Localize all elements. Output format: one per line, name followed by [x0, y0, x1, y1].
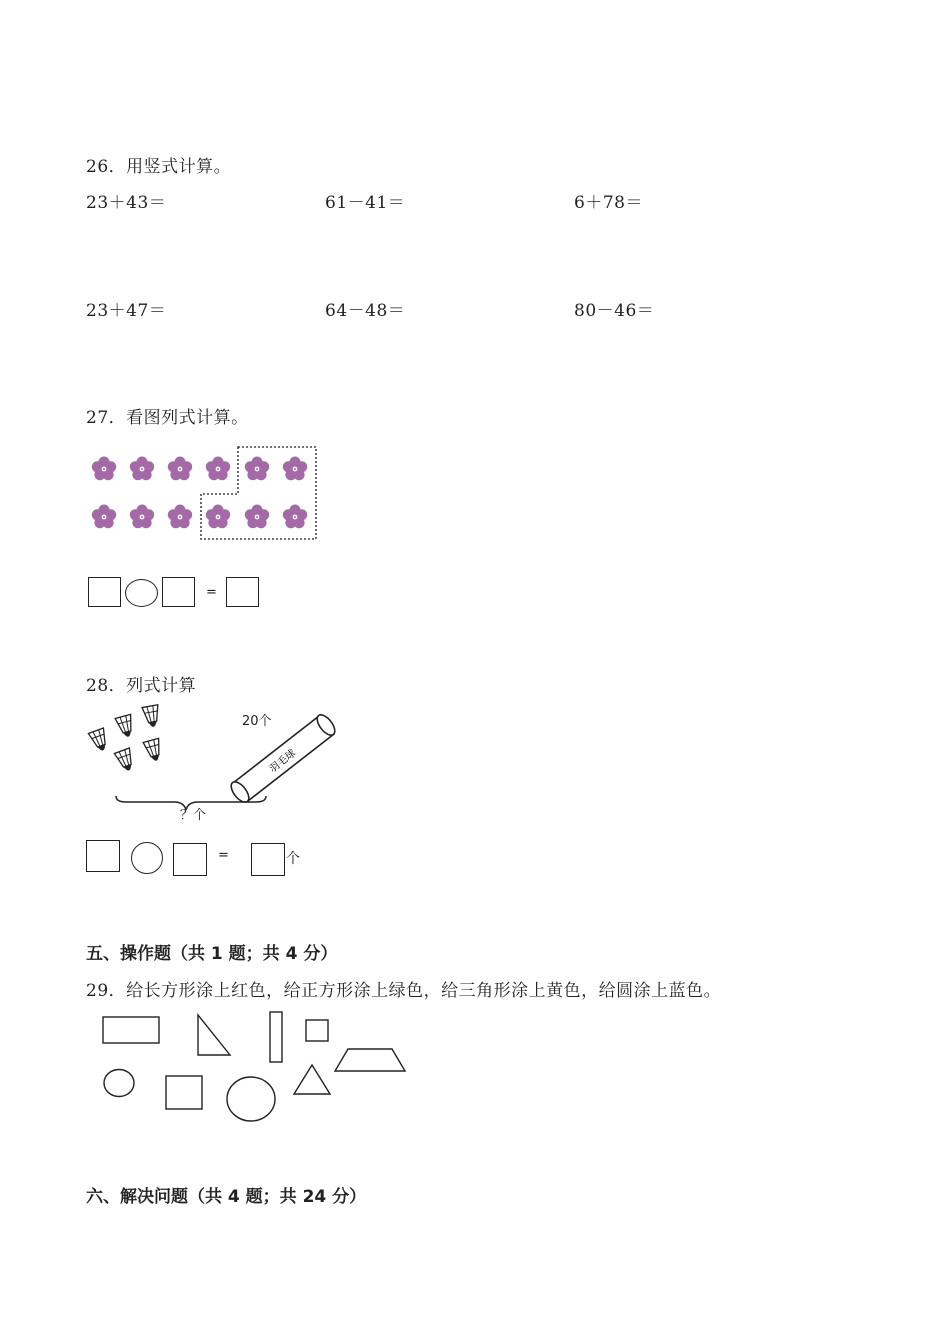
shuttlecock-icon	[88, 728, 110, 753]
flower-icon	[92, 505, 116, 529]
q26-problem-5: 64－48＝	[325, 301, 406, 321]
total-question-label: ？个	[180, 808, 207, 823]
q28-answer-box-1[interactable]	[86, 840, 120, 872]
shuttlecock-icon	[143, 738, 164, 762]
q29-title: 29．给长方形涂上红色，给正方形涂上绿色，给三角形涂上黄色，给圆涂上蓝色。	[86, 981, 722, 1001]
flower-icon	[245, 505, 269, 529]
q28-title: 28．列式计算	[86, 676, 197, 696]
tube-count-label: 20个	[242, 714, 272, 729]
flower-icon	[92, 457, 116, 481]
shuttlecock-icon	[142, 705, 161, 728]
q27-operator-circle[interactable]	[125, 579, 158, 607]
q26-title: 26．用竖式计算。	[86, 157, 232, 177]
section5-heading: 五、操作题（共 1 题；共 4 分）	[86, 944, 338, 964]
q28-answer-box-result[interactable]	[251, 843, 285, 876]
q28-unit-label: 个	[286, 851, 300, 867]
circle-shape-1[interactable]	[104, 1070, 134, 1097]
triangle-shape[interactable]	[294, 1065, 330, 1094]
flower-icon	[283, 505, 307, 529]
flower-icon	[168, 505, 192, 529]
q26-problem-2: 61－41＝	[325, 193, 406, 213]
trapezoid-shape[interactable]	[335, 1049, 405, 1071]
flower-group-svg	[88, 444, 323, 544]
q27-equals-sign: =	[206, 585, 217, 600]
flower-icon	[168, 457, 192, 481]
q27-title: 27．看图列式计算。	[86, 408, 249, 428]
q26-problem-3: 6＋78＝	[574, 193, 643, 213]
square-shape-1[interactable]	[306, 1020, 328, 1041]
q28-answer-box-2[interactable]	[173, 843, 207, 876]
q29-shapes-area	[90, 1005, 420, 1130]
q26-problem-6: 80－46＝	[574, 301, 655, 321]
shuttlecock-icon	[115, 714, 136, 738]
flower-icon	[206, 457, 230, 481]
shuttlecock-picture-svg	[86, 700, 346, 822]
flower-icon	[245, 457, 269, 481]
flower-icon	[283, 457, 307, 481]
q27-flower-picture	[88, 444, 323, 544]
q26-problem-1: 23＋43＝	[86, 193, 167, 213]
q27-answer-box-2[interactable]	[162, 577, 195, 607]
q28-equals-sign: =	[218, 848, 229, 863]
tube-label: 羽毛球	[267, 747, 298, 776]
right-triangle-shape[interactable]	[198, 1015, 230, 1055]
rectangle-shape-2[interactable]	[270, 1012, 282, 1062]
section6-heading: 六、解决问题（共 4 题；共 24 分）	[86, 1187, 367, 1207]
shuttlecock-icon	[114, 748, 136, 773]
flower-icon	[130, 505, 154, 529]
q27-answer-box-1[interactable]	[88, 577, 121, 607]
q28-shuttlecock-picture	[86, 700, 346, 822]
q28-operator-circle[interactable]	[131, 842, 163, 874]
rectangle-shape-1[interactable]	[103, 1017, 159, 1043]
flower-icon	[130, 457, 154, 481]
square-shape-2[interactable]	[166, 1076, 202, 1109]
q27-answer-box-result[interactable]	[226, 577, 259, 607]
q26-problem-4: 23＋47＝	[86, 301, 167, 321]
circle-shape-2[interactable]	[227, 1077, 275, 1121]
shapes-svg	[90, 1005, 420, 1130]
flower-icon	[206, 505, 230, 529]
